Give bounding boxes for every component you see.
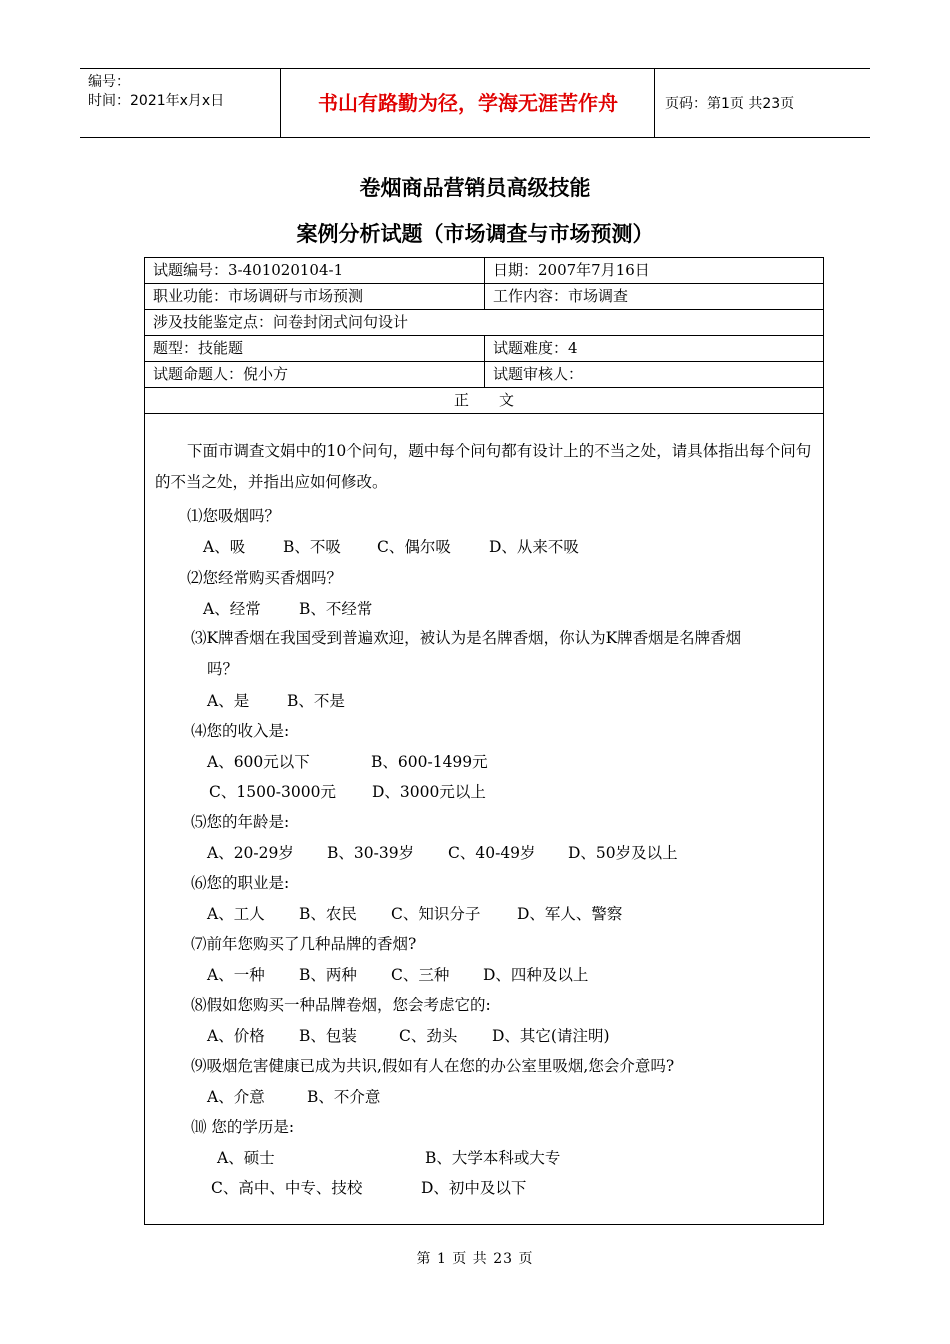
question-setter: 试题命题人：倪小方 [153, 365, 289, 383]
page-footer: 第 1 页 共 23 页 [416, 1251, 534, 1267]
question-2: ⑵您经常购买香烟吗？ [187, 569, 343, 587]
exam-date: 日期：2007年7月16日 [484, 258, 823, 283]
table-row [145, 310, 823, 336]
option: D、50岁及以上 [568, 844, 678, 862]
option: B、包装 [299, 1027, 357, 1045]
option: C、知识分子 [391, 905, 481, 923]
option: B、不经常 [299, 600, 373, 618]
number-label: 编号： [88, 74, 130, 90]
options-3 [207, 691, 345, 711]
options-2 [203, 599, 372, 619]
document-title: 卷烟商品营销员高级技能 [359, 176, 591, 200]
options-6 [207, 904, 622, 924]
options-1 [203, 537, 579, 557]
option: A、介意 [207, 1088, 265, 1106]
question-type: 题型：技能题 [153, 339, 244, 357]
option: B、600-1499元 [371, 753, 488, 771]
job-function: 职业功能：市场调研与市场预测 [153, 287, 364, 305]
question-3-cont: 吗？ [207, 660, 239, 678]
option: C、1500-3000元 [209, 783, 336, 801]
work-content: 工作内容：市场调查 [484, 284, 823, 309]
options-10a [217, 1148, 560, 1168]
option: A、工人 [207, 905, 265, 923]
skill-point: 涉及技能鉴定点：问卷封闭式问句设计 [153, 313, 409, 331]
question-6: ⑹您的职业是: [191, 874, 290, 892]
question-5: ⑸您的年龄是: [191, 813, 290, 831]
header-meta [88, 73, 224, 111]
option: B、两种 [299, 966, 357, 984]
table-row [145, 388, 823, 414]
option: A、经常 [203, 600, 261, 618]
options-7 [207, 965, 588, 985]
table-row [145, 336, 823, 362]
options-4b [209, 782, 486, 802]
table-row [145, 362, 823, 388]
option: D、军人、警察 [517, 905, 623, 923]
options-9 [207, 1087, 380, 1107]
option: A、是 [207, 692, 250, 710]
header-page-info: 页码：第1页 共23页 [665, 96, 795, 112]
question-1: ⑴您吸烟吗？ [187, 507, 281, 525]
exam-number: 试题编号：3-401020104-1 [153, 261, 344, 279]
page-header [80, 68, 870, 138]
question-10: ⑽ 您的学历是: [191, 1118, 295, 1136]
option: A、硕士 [217, 1149, 275, 1167]
question-9: ⑼吸烟危害健康已成为共识,假如有人在您的办公室里吸烟,您会介意吗? [191, 1057, 675, 1075]
option: B、30-39岁 [327, 844, 415, 862]
option: A、20-29岁 [207, 844, 294, 862]
option: B、不是 [287, 692, 345, 710]
option: C、40-49岁 [448, 844, 536, 862]
header-divider [654, 69, 655, 137]
option: D、3000元以上 [372, 783, 486, 801]
question-8: ⑻假如您购买一种品牌卷烟，您会考虑它的: [191, 996, 491, 1014]
option: C、偶尔吸 [377, 538, 451, 556]
option: A、一种 [207, 966, 265, 984]
option: B、农民 [299, 905, 357, 923]
option: C、三种 [391, 966, 450, 984]
option: B、大学本科或大专 [425, 1149, 561, 1167]
option: A、600元以下 [207, 753, 310, 771]
question-4: ⑷您的收入是: [191, 722, 290, 740]
options-8 [207, 1026, 610, 1046]
options-5 [207, 843, 678, 863]
table-row [145, 284, 823, 310]
time-label: 时间：2021年x月x日 [88, 93, 225, 109]
option: D、其它(请注明) [492, 1027, 610, 1045]
options-4a [207, 752, 488, 772]
table-row [145, 258, 823, 284]
document-subtitle: 案例分析试题（市场调查与市场预测） [296, 222, 654, 246]
option: C、劲头 [399, 1027, 458, 1045]
option: D、初中及以下 [421, 1179, 527, 1197]
question-3: ⑶K牌香烟在我国受到普遍欢迎，被认为是名牌香烟，你认为K牌香烟是名牌香烟 [191, 629, 742, 647]
option: C、高中、中专、技校 [211, 1179, 363, 1197]
option: B、不吸 [283, 538, 341, 556]
header-divider [280, 69, 281, 137]
header-motto: 书山有路勤为径，学海无涯苦作舟 [318, 91, 618, 115]
difficulty: 试题难度：4 [484, 336, 823, 361]
exam-table [144, 257, 824, 1225]
option: A、吸 [203, 538, 246, 556]
options-10b [211, 1178, 526, 1198]
option: D、从来不吸 [489, 538, 579, 556]
option: D、四种及以上 [483, 966, 589, 984]
option: B、不介意 [307, 1088, 381, 1106]
intro-paragraph: 下面市调查文娟中的10个问句，题中每个问句都有设计上的不当之处，请具体指出每个问句的不当之处，并指出应如何修改。 [155, 442, 812, 491]
body-heading: 正 文 [453, 391, 514, 409]
question-reviewer: 试题审核人： [484, 362, 823, 387]
question-7: ⑺前年您购买了几种品牌的香烟? [191, 935, 417, 953]
option: A、价格 [207, 1027, 265, 1045]
